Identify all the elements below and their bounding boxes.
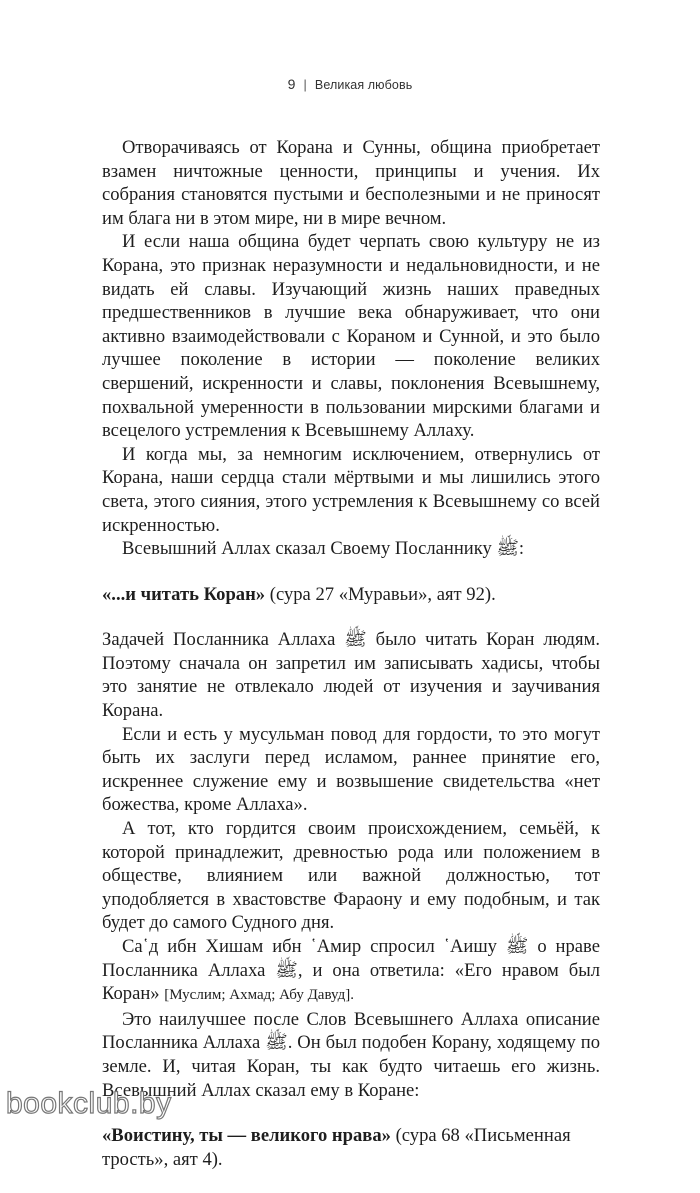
paragraph: Это наилучшее после Слов Всевышнего Аллаха описание Посланника Аллаха ﷺ. Он был подобен Корану, ходящему по земле. И, читая Коран, ты как будто читаешь его жизнь. Всевышний Аллах сказал ему в Коране:: [102, 1008, 601, 1101]
paragraph-text: Са῾д ибн Хишам ибн ῾Амир спросил ῾Аишу ﷺ о нраве Посланника Аллаха ﷺ, и она ответила: «Его нравом был Коран»: [102, 936, 601, 1005]
paragraph: Отворачиваясь от Корана и Сунны, община приобретает взамен ничтожные ценности, принципы и учения. Их собрания становятся пустыми и бесполезными и не приносят им блага ни в этом мире, ни в мире вечном.: [102, 137, 600, 229]
paragraph: И когда мы, за немногим исключением, отвернулись от Корана, наши сердца стали мёртвыми и мы лишились этого света, этого сияния, этого устремления к Всевышнему со всей искренностью.: [102, 443, 600, 536]
watermark: bookclub.by: [6, 1087, 172, 1120]
running-header: [0, 76, 700, 92]
paragraph: [102, 935, 600, 1008]
quote-reference: (сура 68 «Письменная трость», аят 4).: [102, 1125, 571, 1170]
body-text: [102, 136, 600, 1193]
quran-quote: [102, 583, 600, 607]
quran-quote: [102, 1124, 600, 1171]
chapter-title: Великая любовь: [314, 78, 413, 92]
page-number: 9: [287, 76, 296, 92]
paragraph: А тот, кто гордится своим происхождением, семьёй, к которой принадлежит, древностью рода или положением в обществе, влиянием или важной должностью, тот уподобляется в хвастовстве Фараону и ему подобным, и так будет до самого Судного дня.: [102, 818, 600, 934]
paragraph: Всевышний Аллах сказал Своему Посланнику ﷺ:: [122, 538, 525, 560]
header-separator: |: [303, 78, 307, 92]
quote-text: «Воистину, ты — великого нрава»: [102, 1125, 391, 1147]
hadith-reference: [Муслим; Ахмад; Абу Давуд].: [164, 987, 354, 1004]
paragraph: И если наша община будет черпать свою культуру не из Корана, это признак неразумности и недальновидности, и не видать ей славы. Изучающий жизнь наших праведных предшественников в лучшие века обнаруживает, что они активно взаимодействовали с Кораном и Сунной, и это было лучшее поколение в истории — поколение великих свершений, искренности и славы, поклонения Всевышнему, похвальной умеренности в пользовании мирскими благами и всецелого устремления к Всевышнему Аллаху.: [102, 231, 600, 442]
paragraph: Задачей Посланника Аллаха ﷺ было читать Коран людям. Поэтому сначала он запретил им записывать хадисы, чтобы это занятие не отвлекало людей от изучения и заучивания Корана.: [102, 629, 600, 722]
quote-reference: (сура 27 «Муравьи», аят 92).: [265, 583, 496, 605]
quote-text: «...и читать Коран»: [102, 583, 266, 605]
paragraph: Если и есть у мусульман повод для гордости, то это могут быть их заслуги перед исламом, раннее принятие его, искреннее служение ему и возвышение свидетельства «нет божества, кроме Аллаха».: [102, 723, 600, 816]
